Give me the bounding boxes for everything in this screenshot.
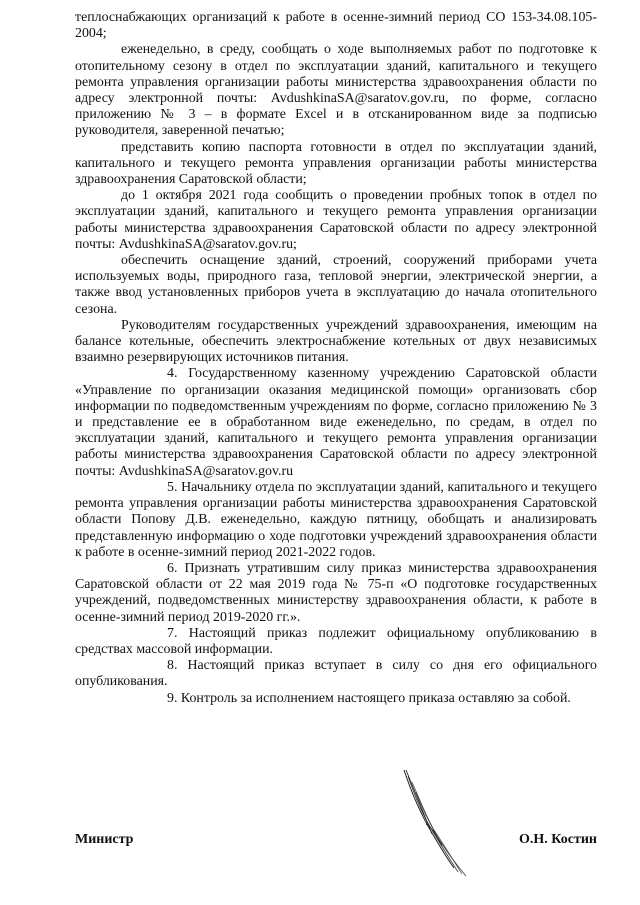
item-number: 5. [167, 479, 178, 495]
paragraph-item-8: 8. Настоящий приказ вступает в силу со дня его официального опубликования. [75, 658, 597, 690]
paragraph-metering-devices: обеспечить оснащение зданий, строений, сооружений приборами учета используемых воды, природного газа, тепловой энергии, электрической энергии, а также ввод установленных приборов учета в эксплуатацию до начала отопительного сезона. [75, 253, 597, 317]
paragraph-readiness-passport: представить копию паспорта готовности в отдел по эксплуатации зданий, капитального и текущего ремонта управления организации работы министерства здравоохранения Саратовской области; [75, 139, 597, 188]
item-number: 9. [167, 690, 178, 706]
item-number: 7. [167, 625, 178, 641]
signatory-position: Министр [75, 832, 134, 847]
paragraph-item-7: 7. Настоящий приказ подлежит официальному опубликованию в средствах массовой информации. [75, 625, 597, 657]
paragraph-weekly-report: еженедельно, в среду, сообщать о ходе выполняемых работ по подготовке к отопительному сезону в отдел по эксплуатации зданий, капитального и текущего ремонта управления организации работы министерства здравоохранения области по адресу электронной почты: AvdushkinaSA@saratov.gov.ru, по форме, согласно приложению № 3 – в формате Excel и в отсканированном виде за подписью руководителя, заверенной печатью; [75, 42, 597, 139]
paragraph-trial-heating: до 1 октября 2021 года сообщить о проведении пробных топок в отдел по эксплуатации зданий, капитального и текущего ремонта управления организации работы министерства здравоохранения Саратовской области по адресу электронной почты: AvdushkinaSA@saratov.gov.ru; [75, 188, 597, 252]
signatory-name: О.Н. Костин [519, 832, 597, 847]
handwritten-signature [392, 768, 472, 878]
paragraph-item-6: 6. Признать утратившим силу приказ министерства здравоохранения Саратовской области от 22 мая 2019 года № 75-п «О подготовке государственных учреждений, подведомственных министерству здравоохранения области, к работе в осенне-зимний период 2019-2020 гг.». [75, 560, 597, 625]
document-body [75, 10, 597, 707]
item-number: 8. [167, 658, 178, 674]
paragraph-continuation: теплоснабжающих организаций к работе в осенне-зимний период СО 153-34.08.105-2004; [75, 10, 597, 42]
item-number: 4. [167, 366, 178, 382]
paragraph-item-4: 4. Государственному казенному учреждению Саратовской области «Управление по организации оказания медицинской помощи» организовать сбор информации по подведомственным учреждениям по форме, согласно приложению № 3 и представление ее в обработанном виде еженедельно, по средам, в отдел по эксплуатации зданий, капитального и текущего ремонта управления организации работы министерства здравоохранения Саратовской области по адресу электронной почты: AvdushkinaSA@saratov.gov.ru [75, 366, 597, 479]
item-number: 6. [167, 560, 178, 576]
paragraph-item-5: 5. Начальнику отдела по эксплуатации зданий, капитального и текущего ремонта управления организации работы министерства здравоохранения Саратовской области Попову Д.В. еженедельно, каждую пятницу, обобщать и анализировать представленную информацию о ходе подготовки учреждений здравоохранения области к работе в осенне-зимний период 2021-2022 годов. [75, 479, 597, 560]
paragraph-item-9: 9. Контроль за исполнением настоящего приказа оставляю за собой. [75, 691, 597, 707]
paragraph-power-supply: Руководителям государственных учреждений здравоохранения, имеющим на балансе котельные, обеспечить электроснабжение котельных от двух независимых взаимно резервирующих источников питания. [75, 317, 597, 366]
